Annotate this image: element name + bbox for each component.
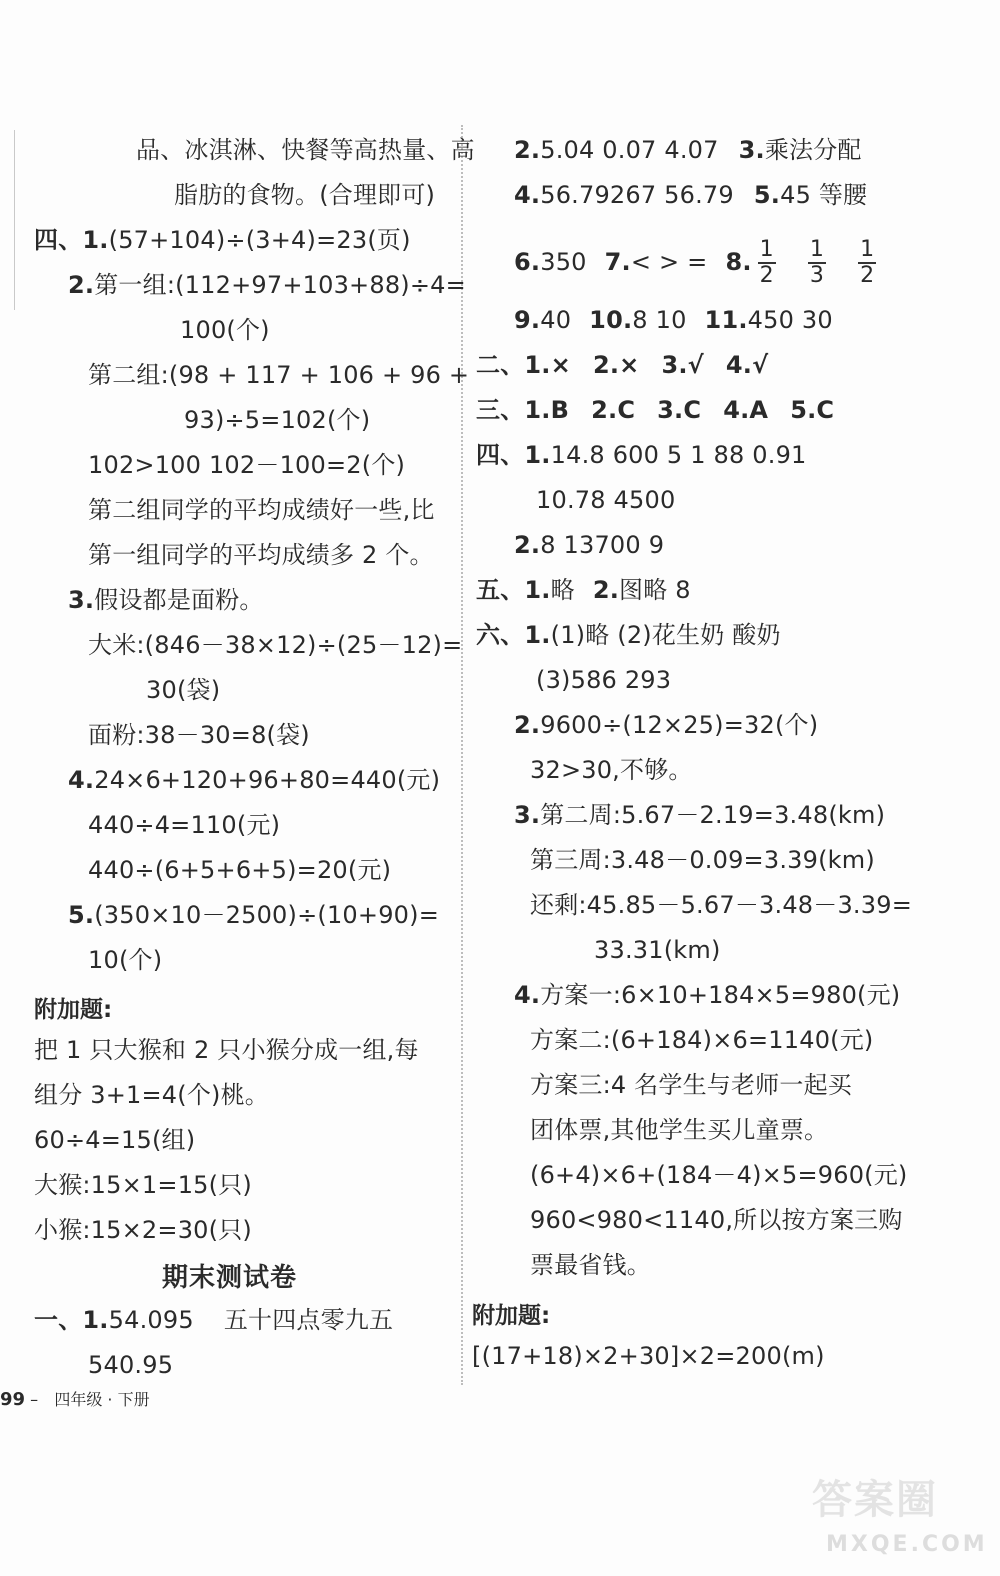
right-sec4-line3 bbox=[514, 530, 664, 560]
question-number: 2. bbox=[592, 576, 620, 604]
left-q3-line3: 30(袋) bbox=[146, 676, 221, 704]
right-row-9 bbox=[514, 305, 833, 335]
right-sec6-q4-line5: (6+4)×6+(184－4)×5=960(元) bbox=[530, 1161, 908, 1189]
right-sec4-line2: 10.78 4500 bbox=[536, 486, 676, 514]
right-sec6-q2-line1 bbox=[514, 710, 818, 740]
right-sec6-q4-line1 bbox=[514, 980, 900, 1010]
left-final-line1 bbox=[34, 1305, 393, 1335]
question-number: 3. bbox=[738, 136, 765, 164]
right-sec4-line1 bbox=[476, 440, 807, 470]
question-number: 5. bbox=[68, 901, 95, 929]
question-number: 9. bbox=[514, 306, 541, 334]
left-q3-line1 bbox=[68, 585, 264, 615]
fraction-numerator: 1 bbox=[809, 237, 825, 262]
answer-words: 五十四点零九五 bbox=[223, 1306, 394, 1334]
fraction-denominator: 3 bbox=[809, 263, 825, 288]
left-q2-line2: 100(个) bbox=[180, 316, 270, 344]
left-q4-line3: 440÷(6+5+6+5)=20(元) bbox=[88, 856, 392, 884]
question-number: 3. bbox=[68, 586, 95, 614]
column-divider bbox=[461, 125, 463, 1385]
fraction-denominator: 2 bbox=[860, 263, 875, 288]
left-q4-line2: 440÷4=110(元) bbox=[88, 811, 281, 839]
section-label: 四、 bbox=[34, 226, 83, 254]
fraction bbox=[758, 238, 776, 288]
answer-text: 56.79267 56.79 bbox=[540, 181, 734, 209]
answer-text: 乘法分配 bbox=[764, 136, 862, 164]
answer-text: 14.8 600 5 1 88 0.91 bbox=[550, 441, 807, 469]
question-number: 3. bbox=[514, 801, 541, 829]
answer-text: 350 bbox=[540, 248, 587, 276]
left-bonus-line3: 60÷4=15(组) bbox=[34, 1126, 196, 1154]
choice-answer: 4.A bbox=[723, 396, 769, 424]
page-number: 99 bbox=[0, 1389, 26, 1410]
tf-answer: 2.× bbox=[592, 351, 640, 379]
right-sec3 bbox=[476, 395, 834, 425]
edge-rule bbox=[14, 130, 15, 310]
fraction bbox=[808, 238, 826, 288]
left-line-2: 脂肪的食物。(合理即可) bbox=[174, 181, 436, 209]
left-q3-line4: 面粉:38－30=8(袋) bbox=[88, 721, 310, 749]
question-number: 2. bbox=[68, 271, 95, 299]
grade-label: 四年级 · 下册 bbox=[54, 1390, 150, 1409]
fraction-numerator: 1 bbox=[759, 237, 774, 262]
right-row-2 bbox=[514, 135, 862, 165]
answer-text: 8 13700 9 bbox=[540, 531, 665, 559]
answer-text: 图略 8 bbox=[619, 576, 691, 604]
section-label: 六、1. bbox=[476, 621, 551, 649]
choice-answer: 1.B bbox=[524, 396, 570, 424]
right-sec6-q3-line1 bbox=[514, 800, 885, 830]
answer-text: < > = bbox=[630, 248, 708, 276]
left-bonus-line2: 组分 3+1=4(个)桃。 bbox=[34, 1081, 269, 1109]
answer-text: 假设都是面粉。 bbox=[94, 586, 264, 614]
answer-text: 8 10 bbox=[632, 306, 687, 334]
answer-text: (57+104)÷(3+4)=23(页) bbox=[108, 226, 411, 254]
answer-text: 第一组:(112+97+103+88)÷4= bbox=[94, 271, 466, 299]
left-bonus-line1: 把 1 只大猴和 2 只小猴分成一组,每 bbox=[34, 1036, 419, 1064]
answer-text: 24×6+120+96+80=440(元) bbox=[94, 766, 441, 794]
tf-answer: 3.√ bbox=[661, 351, 704, 379]
right-sec6-q4-line4: 团体票,其他学生买儿童票。 bbox=[530, 1116, 829, 1144]
fraction-denominator: 2 bbox=[759, 263, 774, 288]
left-q2-line5: 102>100 102－100=2(个) bbox=[88, 451, 406, 479]
right-sec6-line1 bbox=[476, 620, 781, 650]
left-q3-line2: 大米:(846－38×12)÷(25－12)= bbox=[88, 631, 463, 659]
question-number: 10. bbox=[589, 306, 633, 334]
choice-answer: 2.C bbox=[591, 396, 636, 424]
left-q2-line6: 第二组同学的平均成绩好一些,比 bbox=[88, 496, 435, 524]
question-number: 2. bbox=[514, 531, 541, 559]
right-bonus-line: [(17+18)×2+30]×2=200(m) bbox=[472, 1342, 825, 1370]
left-q2-line3: 第二组:(98 + 117 + 106 + 96 + bbox=[88, 361, 470, 389]
right-sec6-q4-line7: 票最省钱。 bbox=[530, 1251, 651, 1279]
answer-text: 45 等腰 bbox=[780, 181, 868, 209]
left-bonus-line4: 大猴:15×1=15(只) bbox=[34, 1171, 252, 1199]
page-footer bbox=[0, 1387, 150, 1410]
section-label: 二、 bbox=[476, 351, 525, 379]
watermark-logo bbox=[812, 1468, 988, 1568]
question-number: 6. bbox=[514, 248, 541, 276]
tf-answer: 1.× bbox=[524, 351, 571, 379]
left-q2-line4: 93)÷5=102(个) bbox=[184, 406, 371, 434]
answer-text: 第二周:5.67－2.19=3.48(km) bbox=[540, 801, 886, 829]
exam-title: 期末测试卷 bbox=[162, 1263, 298, 1293]
bonus-title: 附加题: bbox=[34, 997, 113, 1023]
answer-value: 54.095 bbox=[108, 1306, 194, 1334]
answer-text: (1)略 (2)花生奶 酸奶 bbox=[550, 621, 781, 649]
left-q2-line1 bbox=[68, 270, 466, 300]
right-sec6-q3-line4: 33.31(km) bbox=[594, 936, 721, 964]
left-q5-line1 bbox=[68, 900, 439, 930]
answer-text: 方案一:6×10+184×5=980(元) bbox=[540, 981, 901, 1009]
right-sec5 bbox=[476, 575, 691, 605]
footer-dash: – bbox=[30, 1390, 39, 1409]
fraction-numerator: 1 bbox=[860, 237, 875, 262]
question-number: 1. bbox=[82, 226, 109, 254]
answer-text: 略 bbox=[550, 576, 575, 604]
answer-text: 450 30 bbox=[747, 306, 833, 334]
right-sec2 bbox=[476, 350, 768, 380]
answer-text: 40 bbox=[540, 306, 572, 334]
section-label: 一、1. bbox=[34, 1306, 109, 1334]
left-bonus-line5: 小猴:15×2=30(只) bbox=[34, 1216, 252, 1244]
tf-answer: 4.√ bbox=[725, 351, 769, 379]
question-number: 7. bbox=[604, 248, 631, 276]
question-number: 4. bbox=[514, 181, 541, 209]
question-number: 4. bbox=[514, 981, 541, 1009]
bonus-title: 附加题: bbox=[472, 1303, 551, 1329]
right-sec6-q4-line3: 方案三:4 名学生与老师一起买 bbox=[530, 1071, 852, 1099]
watermark-text: 答案圈 bbox=[812, 1477, 938, 1523]
left-sec4-q1 bbox=[34, 225, 411, 255]
right-row-6 bbox=[514, 238, 882, 288]
left-q5-line2: 10(个) bbox=[88, 946, 163, 974]
question-number: 8. bbox=[725, 248, 752, 276]
section-label: 三、 bbox=[476, 396, 525, 424]
right-sec6-q4-line6: 960<980<1140,所以按方案三购 bbox=[530, 1206, 903, 1234]
right-row-4 bbox=[514, 180, 867, 210]
watermark-url: MXQE.COM bbox=[826, 1532, 988, 1557]
choice-answer: 5.C bbox=[790, 396, 835, 424]
left-q4-line1 bbox=[68, 765, 440, 795]
choice-answer: 3.C bbox=[657, 396, 702, 424]
right-sec6-q4-line2: 方案二:(6+184)×6=1140(元) bbox=[530, 1026, 874, 1054]
answer-text: (350×10－2500)÷(10+90)= bbox=[94, 901, 440, 929]
question-number: 2. bbox=[514, 711, 541, 739]
right-sec6-q2-line2: 32>30,不够。 bbox=[530, 756, 693, 784]
question-number: 11. bbox=[704, 306, 748, 334]
right-sec6-q3-line3: 还剩:45.85－5.67－3.48－3.39= bbox=[530, 891, 913, 919]
left-line-1: 品、冰淇淋、快餐等高热量、高 bbox=[136, 136, 475, 164]
answer-text: 9600÷(12×25)=32(个) bbox=[540, 711, 819, 739]
right-sec6-line2: (3)586 293 bbox=[536, 666, 672, 694]
fraction bbox=[858, 238, 876, 288]
section-label: 四、1. bbox=[476, 441, 551, 469]
question-number: 2. bbox=[514, 136, 541, 164]
section-label: 五、1. bbox=[476, 576, 551, 604]
question-number: 4. bbox=[68, 766, 95, 794]
left-q2-line7: 第一组同学的平均成绩多 2 个。 bbox=[88, 541, 434, 569]
left-final-line2: 540.95 bbox=[88, 1351, 174, 1379]
answer-text: 5.04 0.07 4.07 bbox=[540, 136, 719, 164]
question-number: 5. bbox=[753, 181, 781, 209]
right-sec6-q3-line2: 第三周:3.48－0.09=3.39(km) bbox=[530, 846, 875, 874]
